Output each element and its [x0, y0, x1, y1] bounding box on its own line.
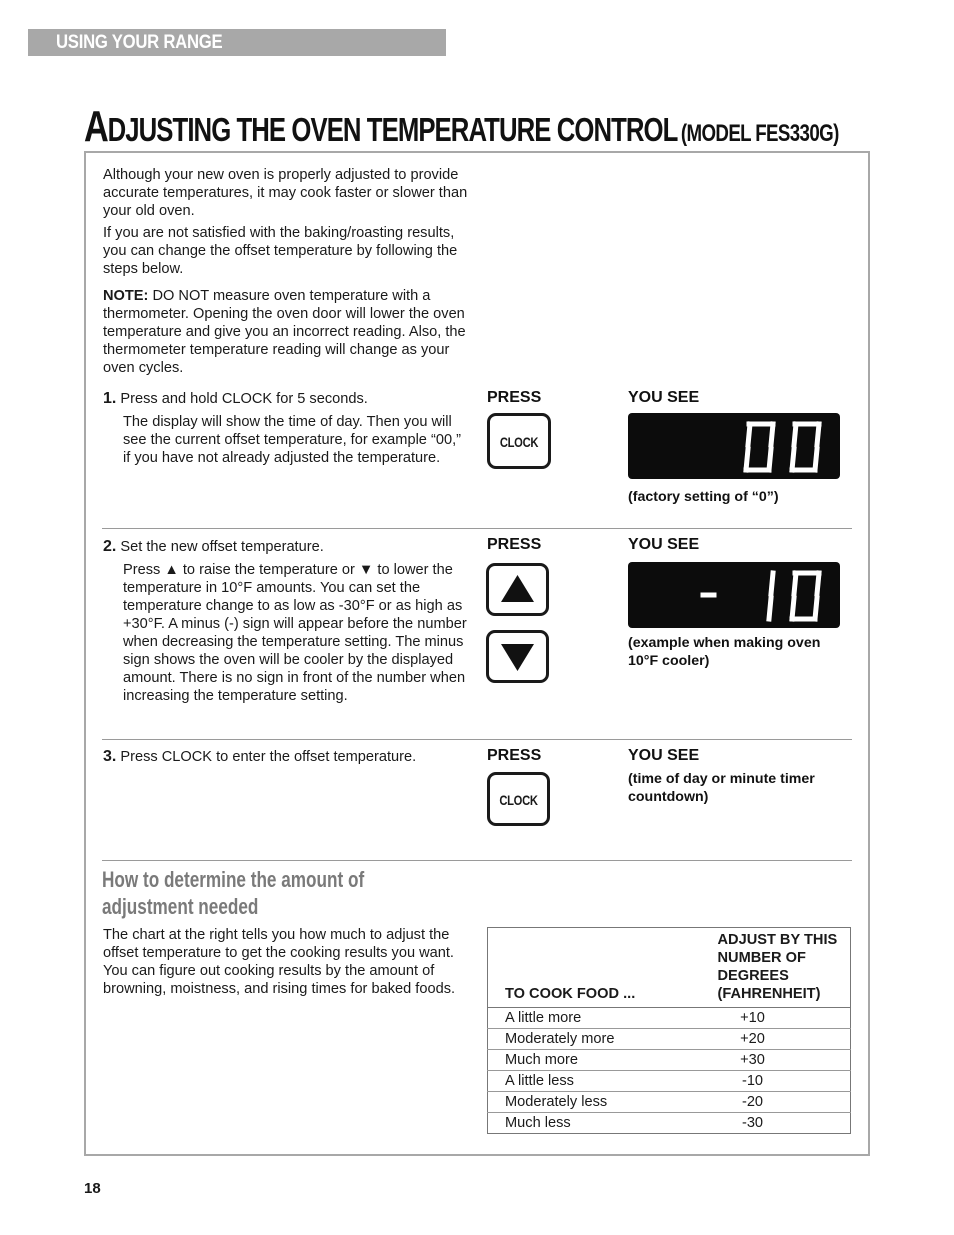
step-2-body: [123, 561, 469, 705]
table-header-food: TO COOK FOOD ...: [505, 986, 636, 1002]
intro-paragraph-2: If you are not satisfied with the baking/roasting results, you can change the offset temperature by following the steps below.: [103, 225, 458, 277]
divider-3: [102, 860, 852, 861]
table-cell-food: A little less: [488, 1071, 706, 1092]
table-cell-food: A little more: [488, 1008, 706, 1029]
note-text: DO NOT measure oven temperature with a thermometer. Opening the oven door will lower the oven temperature and give you an incorrect reading. Also, the thermometer temperature reading will change as your oven cycles.: [103, 288, 466, 376]
intro-note: [103, 287, 475, 377]
step-2-you-see-heading: YOU SEE: [628, 536, 700, 553]
clock-key-enter[interactable]: [487, 772, 550, 826]
section-header-label: USING YOUR RANGE: [56, 32, 223, 53]
divider-1: [102, 528, 852, 529]
page-title: [84, 102, 839, 151]
adjustment-heading: How to determine the amount of adjustment needed: [102, 867, 365, 919]
adjustment-table: [487, 927, 851, 1134]
table-cell-food: Moderately less: [488, 1092, 706, 1113]
display-minus-10: [628, 562, 840, 628]
table-row: [488, 1029, 851, 1050]
table-cell-adjust: +10: [740, 1010, 765, 1026]
step-1-you-see-heading: YOU SEE: [628, 389, 700, 406]
display-00: [628, 413, 840, 479]
up-arrow-icon: [489, 566, 546, 613]
seven-segment-00: [628, 413, 840, 479]
table-cell-food: Moderately more: [488, 1029, 706, 1050]
table-row: [488, 1050, 851, 1071]
step-2-number: 2.: [103, 538, 117, 555]
table-header-row: [488, 928, 851, 1008]
step-3-you-see-heading: YOU SEE: [628, 747, 700, 764]
step-1-press-heading: PRESS: [487, 389, 542, 406]
step-3-number: 3.: [103, 748, 117, 765]
step-3-caption: (time of day or minute timer countdown): [628, 771, 815, 805]
table-cell-adjust: +30: [740, 1052, 765, 1068]
table-row: [488, 1113, 851, 1134]
table-row: [488, 1008, 851, 1029]
step-1-title: [103, 390, 463, 408]
table-cell-adjust: -20: [741, 1094, 764, 1110]
table-header-adjust: ADJUST BY THIS NUMBER OF DEGREES (FAHRENHEIT): [717, 932, 838, 1002]
step-1-caption: (factory setting of “0”): [628, 489, 779, 505]
note-label: NOTE:: [103, 288, 149, 304]
page-title-initial: A: [84, 102, 108, 151]
table-cell-adjust: -30: [741, 1115, 764, 1131]
step-2-press-heading: PRESS: [487, 536, 542, 553]
down-arrow-icon: [489, 633, 546, 680]
step-1-body: The display will show the time of day. Then you will see the current offset temperature, for example “00,” if you have not already adjusted the temperature.: [123, 414, 461, 466]
table-row: [488, 1071, 851, 1092]
down-arrow-key[interactable]: [486, 630, 549, 683]
clock-key-label: CLOCK: [499, 434, 539, 450]
clock-key-enter-label: CLOCK: [499, 792, 538, 808]
step-1-number: 1.: [103, 390, 117, 407]
step-2-title: [103, 538, 463, 556]
page-number: 18: [84, 1180, 101, 1197]
section-header-bar: [28, 29, 446, 56]
step-3-title-text: Press CLOCK to enter the offset temperature.: [120, 749, 417, 765]
divider-2: [102, 739, 852, 740]
step-1-title-text: Press and hold CLOCK for 5 seconds.: [120, 391, 368, 407]
up-arrow-glyph: ▲: [164, 562, 179, 578]
page-title-model: (MODEL FES330G): [680, 120, 839, 147]
down-arrow-glyph: ▼: [358, 562, 374, 578]
page-title-text: DJUSTING THE OVEN TEMPERATURE CONTROL: [107, 111, 678, 148]
table-cell-adjust: -10: [741, 1073, 764, 1089]
table-row: [488, 1092, 851, 1113]
intro-paragraph-1: Although your new oven is properly adjusted to provide accurate temperatures, it may cook faster or slower than your old oven.: [103, 167, 468, 219]
table-cell-food: Much more: [488, 1050, 706, 1071]
step-2-caption: (example when making oven 10°F cooler): [628, 635, 821, 669]
table-cell-food: Much less: [505, 1115, 571, 1131]
step-3-title: [103, 748, 473, 766]
clock-key[interactable]: [487, 413, 551, 469]
adjustment-text: The chart at the right tells you how much to adjust the offset temperature to get the cooking results you want. You can figure out cooking results by the amount of browning, moistness, and rising times for baked foods.: [103, 927, 456, 997]
step-2-body-post: to lower the temperature in 10°F amounts. You can set the temperature change to as low as -30°F or as high as +30°F. A minus (-) sign will appear before the number when decreasing the temperature setting. The minus sign shows the oven will be cooler by the displayed amount. There is no sign in front of the number when increasing the temperature setting.: [123, 562, 467, 704]
step-2-body-pre: Press: [123, 562, 165, 578]
step-2-title-text: Set the new offset temperature.: [120, 539, 324, 555]
step-3-press-heading: PRESS: [487, 747, 542, 764]
up-arrow-key[interactable]: [486, 563, 549, 616]
seven-segment-minus-10: [628, 562, 840, 628]
table-cell-adjust: +20: [740, 1031, 765, 1047]
step-2-body-mid: to raise the temperature or: [178, 562, 359, 578]
